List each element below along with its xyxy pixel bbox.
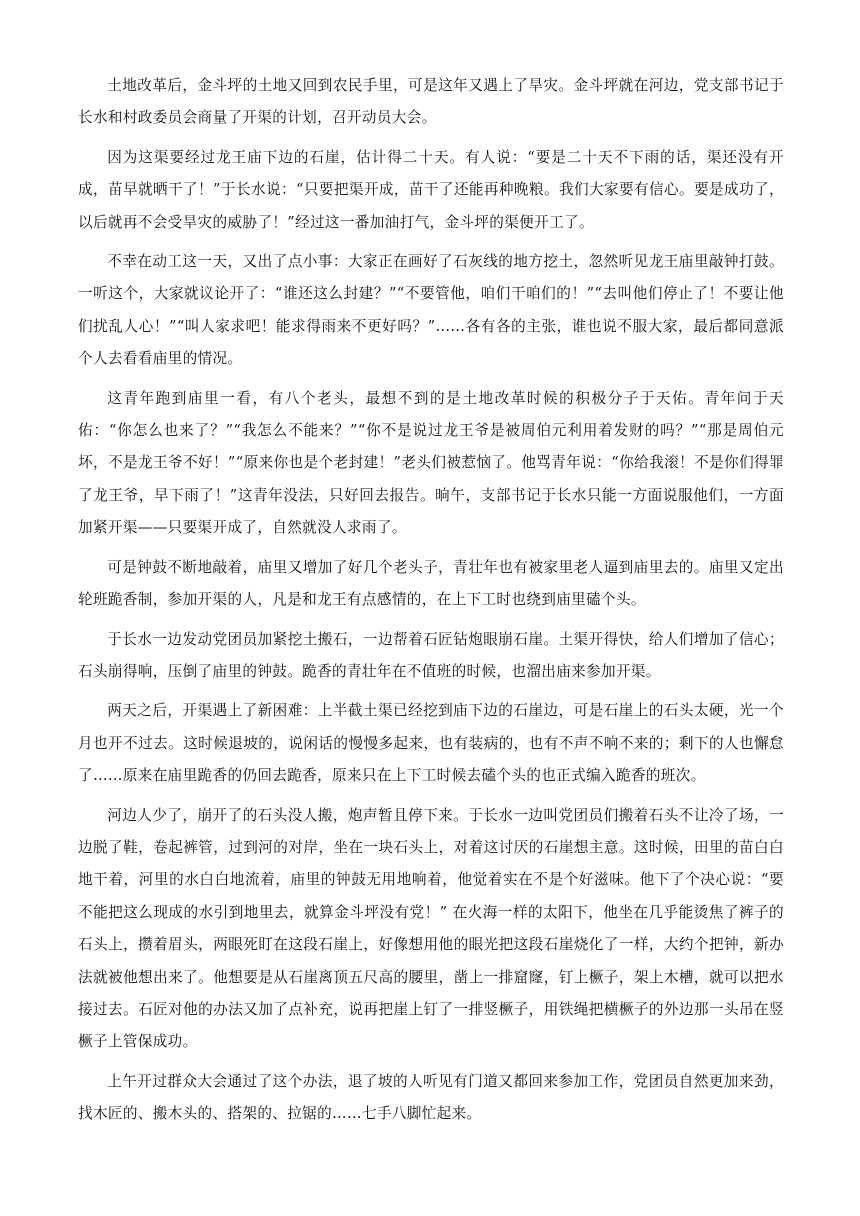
paragraph-1: 土地改革后，金斗坪的土地又回到农民手里，可是这年又遇上了旱灾。金斗坪就在河边，党支部书记于长水和村政委员会商量了开渠的计划，召开动员大会。 <box>78 77 784 127</box>
document-body <box>78 70 784 1138</box>
paragraph-6: 于长水一边发动党团员加紧挖土搬石，一边帮着石匠钻炮眼崩石崖。土渠开得快，给人们增加了信心；石头崩得响，压倒了庙里的钟鼓。跪香的青壮年在不值班的时候，也溜出庙来参加开渠。 <box>78 630 784 680</box>
paragraph-9: 上午开过群众大会通过了这个办法，退了坡的人听见有门道又都回来参加工作，党团员自然更加来劲，找木匠的、搬木头的、搭架的、拉锯的……七手八脚忙起来。 <box>78 1072 784 1123</box>
paragraph-8: 河边人少了，崩开了的石头没人搬，炮声暂且停下来。于长水一边叫党团员们搬着石头不让冷了场，一边脱了鞋，卷起裤管，过到河的对岸，坐在一块石头上，对着这讨厌的石崖想主意。这时候，田里的苗白白地干着，河里的水白白地流着，庙里的钟鼓无用地响着，他觉着实在不是个好滋味。他下了个决心说：“要不能把这么现成的水引到地里去，就算金斗坪没有党！” 在火海一样的太阳下，他坐在几乎能烫焦了裤子的石头上，攒着眉头，两眼死盯在这段石崖上，好像想用他的眼光把这段石崖烧化了一样，大约个把钟，新办法就被他想出来了。他想要是从石崖离顶五尺高的腰里，凿上一排窟窿，钉上橛子，架上木槽，就可以把水接过去。石匠对他的办法又加了点补充，说再把崖上钉了一排竖橛子，用铁绳把横橛子的外边那一头吊在竖橛子上管保成功。 <box>78 806 784 1051</box>
paragraph-4: 这青年跑到庙里一看，有八个老头，最想不到的是土地改革时候的积极分子于天佑。青年问于天佑：“你怎么也来了？”“我怎么不能来？”“你不是说过龙王爷是被周伯元利用着发财的吗？”“那是周伯元坏，不是龙王爷不好！”“原来你也是个老封建！”老头们被惹恼了。他骂青年说：“你给我滚！不是你们得罪了龙王爷，早下雨了！”这青年没法，只好回去报告。晌午，支部书记于长水只能一方面说服他们，一方面加紧开渠——只要渠开成了，自然就没人求雨了。 <box>78 389 784 537</box>
paragraph-3: 不幸在动工这一天，又出了点小事：大家正在画好了石灰线的地方挖土，忽然听见龙王庙里敲钟打鼓。一听这个，大家就议论开了：“谁还这么封建？”“不要管他，咱们干咱们的！”“去叫他们停止了！不要让他们扰乱人心！”“叫人家求吧！能求得雨来不更好吗？”……各有各的主张，谁也说不服大家，最后都同意派个人去看看庙里的情况。 <box>78 253 784 368</box>
paragraph-2: 因为这渠要经过龙王庙下边的石崖，估计得二十天。有人说：“要是二十天不下雨的话，渠还没有开成，苗早就晒干了！”于长水说：“只要把渠开成，苗干了还能再种晚粮。我们大家要有信心。要是成功了，以后就再不会受旱灾的威胁了！”经过这一番加油打气，金斗坪的渠便开工了。 <box>78 148 784 231</box>
paragraph-7: 两天之后，开渠遇上了新困难：上半截土渠已经挖到庙下边的石崖边，可是石崖上的石头太硬，光一个月也开不过去。这时候退坡的，说闲话的慢慢多起来，也有装病的，也有不声不响不来的；剩下的人也懈怠了……原来在庙里跪香的仍回去跪香，原来只在上下工时候去磕个头的也正式编入跪香的班次。 <box>78 702 784 785</box>
paragraph-5: 可是钟鼓不断地敲着，庙里又增加了好几个老头子，青壮年也有被家里老人逼到庙里去的。庙里又定出轮班跪香制，参加开渠的人，凡是和龙王有点感情的，在上下工时也绕到庙里磕个头。 <box>78 558 784 609</box>
